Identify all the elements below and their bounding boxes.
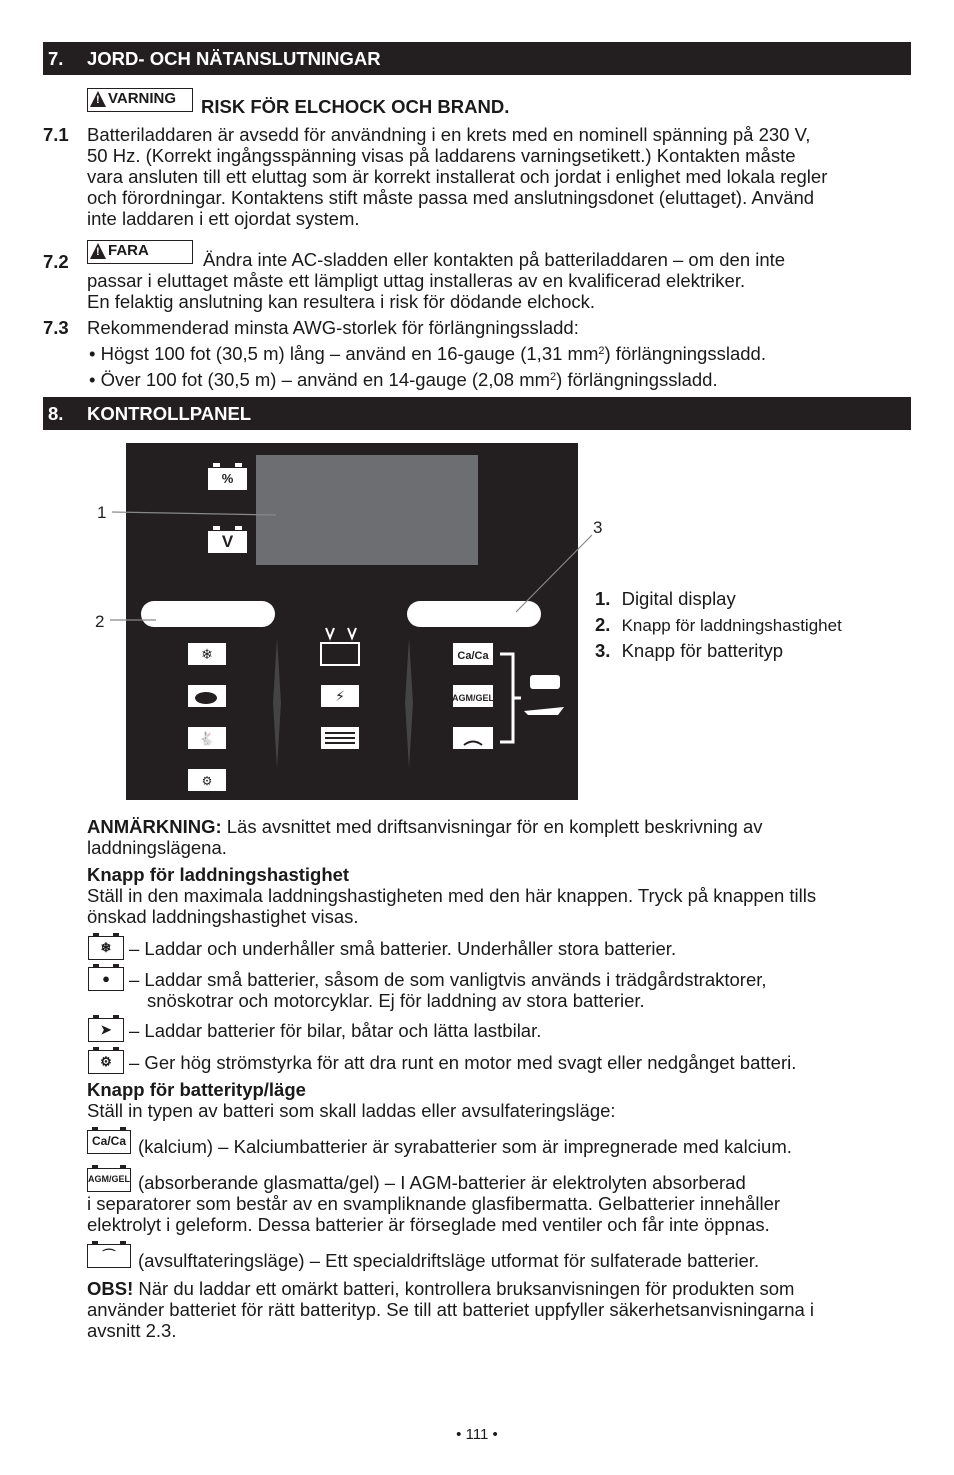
snowflake-icon: ❄ <box>201 647 213 663</box>
type-icons <box>452 643 564 749</box>
note: ANMÄRKNING: Läs avsnittet med driftsanvisningar för en komplett beskrivning av <box>87 816 763 837</box>
text-line: Batteriladdaren är avsedd för användning i en krets med en nominell spänning på 230 V, <box>87 124 811 145</box>
separator-left <box>273 638 281 768</box>
status-icons <box>321 628 359 749</box>
type-item: (kalcium) – Kalciumbatterier är syrabatterier som är impregnerade med kalcium. <box>138 1136 792 1157</box>
boat-icon <box>524 707 564 715</box>
control-panel-figure <box>126 443 578 800</box>
item-number: 7.2 <box>43 251 69 272</box>
legend-item: 2. Knapp för laddningshastighet <box>595 614 842 635</box>
section-title: JORD- OCH NÄTANSLUTNINGAR <box>87 48 381 69</box>
text-line: avsnitt 2.3. <box>87 1320 177 1341</box>
snowflake-icon: ❄ <box>88 936 124 960</box>
ca-ca-label: Ca/Ca <box>457 650 489 662</box>
text-line: Ändra inte AC-sladden eller kontakten på batteriladdaren – om den inte <box>203 249 786 270</box>
warning-signal <box>87 88 193 112</box>
page-number: • 111 • <box>456 1426 498 1443</box>
type-heading: Knapp för batterityp/läge <box>87 1079 306 1100</box>
text-line: passar i eluttaget måste ett lämpligt uttag installeras av en kvalificerad elektriker. <box>87 270 746 291</box>
callout-1: 1 <box>97 503 107 522</box>
text-line: använder batteriet för rätt batterityp. Se till att batteriet uppfyller säkerhetsanvisningarna i <box>87 1299 815 1320</box>
legend-item: 3. Knapp för batterityp <box>595 640 784 661</box>
danger-signal <box>87 240 193 264</box>
callout-2: 2 <box>95 612 105 631</box>
danger-triangle-icon <box>90 243 106 259</box>
text-line: laddningslägena. <box>87 837 227 858</box>
bullet-item: • Över 100 fot (30,5 m) – använd en 14-gauge (2,08 $mm^2$) förlängningssladd. <box>89 369 718 390</box>
text-line: önskad laddningshastighet visas. <box>87 906 359 927</box>
rate-item: – Ger hög strömstyrka för att dra runt en motor med svagt eller nedgånget batteri. <box>129 1052 797 1073</box>
volt-battery-icon: V <box>207 530 248 554</box>
percent-battery-icon: % <box>207 467 248 491</box>
desulfate-icon <box>453 727 493 749</box>
warning-signal-label: VARNING <box>108 90 177 107</box>
section-number: 7. <box>48 48 64 69</box>
ca-ca-icon: Ca/Ca <box>87 1130 131 1154</box>
rate-item: – Laddar batterier för bilar, båtar och lätta lastbilar. <box>129 1020 542 1041</box>
callout-3: 3 <box>593 518 603 537</box>
turtle-icon <box>195 692 217 704</box>
rabbit-icon: 🐇 <box>198 732 216 747</box>
engine-crank-icon: ⚙ <box>88 1050 124 1074</box>
legend-item: 1. Digital display <box>595 588 736 609</box>
item-7-1-text <box>87 124 911 229</box>
bracket <box>500 654 521 742</box>
desulfate-icon: ⌒ <box>87 1244 131 1268</box>
danger-signal-label: FARA <box>108 242 149 259</box>
text-line: Ställ in typen av batteri som skall laddas eller avsulfateringsläge: <box>87 1100 616 1121</box>
rate-item: – Laddar små batterier, såsom de som vanligtvis används i trädgårdstraktorer, <box>129 969 767 990</box>
text-line: 50 Hz. (Korrekt ingångsspänning visas på laddarens varningsetikett.) Kontakten måste <box>87 145 796 166</box>
type-item: (absorberande glasmatta/gel) – I AGM-batterier är elektrolyten absorberad <box>138 1172 746 1193</box>
warning-triangle-icon <box>90 91 106 107</box>
item-number: 7.1 <box>43 124 69 145</box>
warning-text: RISK FÖR ELCHOCK OCH BRAND. <box>201 96 510 117</box>
text-line: i separatorer som består av en svampliknande glasfibermatta. Gelbatterier innehåller <box>87 1193 781 1214</box>
panel-legend <box>595 588 842 666</box>
obs-note: OBS! När du laddar ett omärkt batteri, kontrollera bruksanvisningen för produkten som <box>87 1278 795 1299</box>
bullet-item: • Högst 100 fot (30,5 m) lång – använd en 16-gauge (1,31 $mm^2$) förlängningssladd. <box>89 343 766 364</box>
text-line: elektrolyt i geleform. Dessa batterier är förseglade med ventiler och får inte öppnas. <box>87 1214 770 1235</box>
text-line: och förordningar. Kontaktens stift måste passa med anslutningsdonet (eluttaget). Använd <box>87 187 815 208</box>
rabbit-icon: ➤ <box>88 1018 124 1042</box>
engine-icon <box>530 675 560 689</box>
text-line: En felaktig anslutning kan resultera i risk för dödande elchock. <box>87 291 596 312</box>
text-line: Ställ in den maximala laddningshastigheten med den här knappen. Tryck på knappen tills <box>87 885 817 906</box>
agm-gel-label: AGM/GEL <box>452 693 494 703</box>
svg-text:⚡: ⚡ <box>335 689 345 705</box>
panel-icons <box>126 443 578 800</box>
rate-item: – Laddar och underhåller små batterier. Underhåller stora batterier. <box>129 938 677 959</box>
text-line: inte laddaren i ett ojordat system. <box>87 208 360 229</box>
item-7-3-text: Rekommenderad minsta AWG-storlek för förlängningssladd: <box>87 317 579 338</box>
crank-icon: ⚙ <box>201 774 213 788</box>
text-line: vara ansluten till ett eluttag som är korrekt installerat och jordat i enlighet med lokala regler <box>87 166 828 187</box>
agm-gel-icon: AGM/GEL <box>87 1168 131 1192</box>
turtle-icon: ● <box>88 967 124 991</box>
clamps-icon <box>321 643 359 665</box>
section-8-header <box>43 397 911 430</box>
type-item: (avsulftateringsläge) – Ett specialdriftsläge utformat för sulfaterade batterier. <box>138 1250 760 1271</box>
separator-right <box>405 638 413 768</box>
section-title: KONTROLLPANEL <box>87 403 252 424</box>
item-number: 7.3 <box>43 317 69 338</box>
rate-item: snöskotrar och motorcyklar. Ej för laddning av stora batterier. <box>147 990 645 1011</box>
rate-heading: Knapp för laddningshastighet <box>87 864 350 885</box>
rate-icons <box>188 643 226 791</box>
section-number: 8. <box>48 403 64 424</box>
section-7-header <box>43 42 911 75</box>
